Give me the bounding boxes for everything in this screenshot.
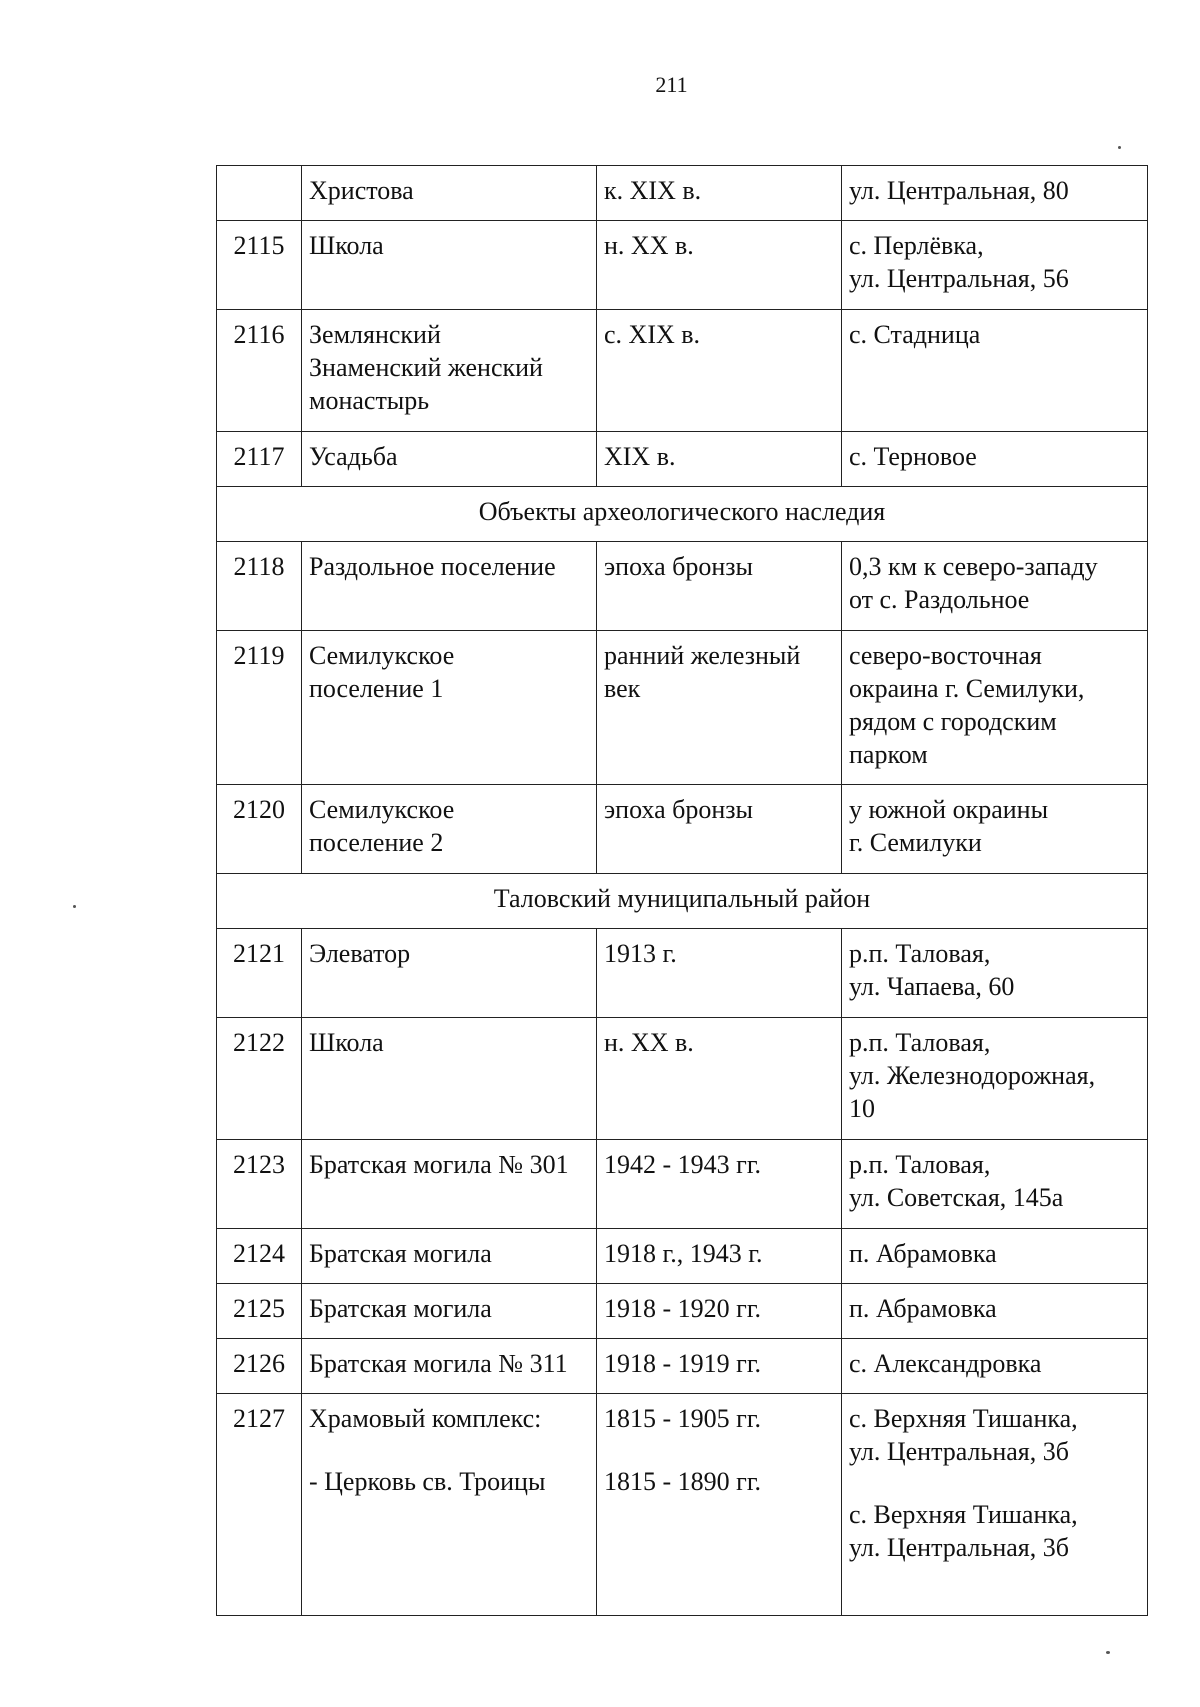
table-row xyxy=(217,1140,1148,1229)
object-name: Раздольное поселение xyxy=(302,542,597,631)
section-row xyxy=(217,874,1148,929)
object-date: 1918 г., 1943 г. xyxy=(597,1229,842,1284)
table-row xyxy=(217,221,1148,310)
object-address-cell xyxy=(842,1394,1148,1616)
row-number xyxy=(217,166,302,221)
object-name-cell xyxy=(302,1394,597,1616)
table-row xyxy=(217,1018,1148,1140)
table-row xyxy=(217,929,1148,1018)
section-row xyxy=(217,487,1148,542)
object-date: н. XX в. xyxy=(597,1018,842,1140)
object-date: эпоха бронзы xyxy=(597,542,842,631)
row-number: 2115 xyxy=(217,221,302,310)
sub-object-date: 1815 - 1890 гг. xyxy=(604,1467,762,1496)
object-date: 1918 - 1920 гг. xyxy=(597,1284,842,1339)
object-date: ранний железный век xyxy=(597,631,842,785)
scan-speck xyxy=(73,905,76,908)
object-address: п. Абрамовка xyxy=(842,1284,1148,1339)
row-number: 2122 xyxy=(217,1018,302,1140)
object-address: р.п. Таловая, ул. Советская, 145а xyxy=(842,1140,1148,1229)
table-row xyxy=(217,310,1148,432)
page-number: 211 xyxy=(655,72,688,97)
row-number: 2123 xyxy=(217,1140,302,1229)
table-row xyxy=(217,1229,1148,1284)
object-date: н. XX в. xyxy=(597,221,842,310)
object-name: Храмовый комплекс: xyxy=(309,1404,542,1433)
row-number: 2121 xyxy=(217,929,302,1018)
object-name: Братская могила xyxy=(302,1229,597,1284)
object-name: Братская могила № 311 xyxy=(302,1339,597,1394)
object-address: р.п. Таловая, ул. Чапаева, 60 xyxy=(842,929,1148,1018)
section-heading: Таловский муниципальный район xyxy=(217,874,1148,929)
object-address: у южной окраины г. Семилуки xyxy=(842,785,1148,874)
object-name: Землянский Знаменский женский монастырь xyxy=(302,310,597,432)
object-date-cell xyxy=(597,1394,842,1616)
sub-object-address: с. Верхняя Тишанка, ул. Центральная, 3б xyxy=(849,1500,1078,1562)
object-date: к. XIX в. xyxy=(597,166,842,221)
object-name: Элеватор xyxy=(302,929,597,1018)
table-row-complex xyxy=(217,1394,1148,1616)
object-date: 1913 г. xyxy=(597,929,842,1018)
object-name: Семилукское поселение 2 xyxy=(302,785,597,874)
object-address: с. Стадница xyxy=(842,310,1148,432)
row-number: 2117 xyxy=(217,432,302,487)
table-body xyxy=(217,166,1148,1616)
object-name: Усадьба xyxy=(302,432,597,487)
object-address: с. Терновое xyxy=(842,432,1148,487)
row-number: 2127 xyxy=(217,1394,302,1616)
object-address: с. Перлёвка, ул. Центральная, 56 xyxy=(842,221,1148,310)
object-name: Братская могила xyxy=(302,1284,597,1339)
row-number: 2125 xyxy=(217,1284,302,1339)
table-row xyxy=(217,432,1148,487)
table-row xyxy=(217,166,1148,221)
object-date: 1942 - 1943 гг. xyxy=(597,1140,842,1229)
table-row xyxy=(217,1284,1148,1339)
table-row xyxy=(217,1339,1148,1394)
object-name: Школа xyxy=(302,221,597,310)
section-heading: Объекты археологического наследия xyxy=(217,487,1148,542)
row-number: 2118 xyxy=(217,542,302,631)
row-number: 2119 xyxy=(217,631,302,785)
row-number: 2126 xyxy=(217,1339,302,1394)
object-date: 1918 - 1919 гг. xyxy=(597,1339,842,1394)
object-name: Христова xyxy=(302,166,597,221)
object-address: 0,3 км к северо-западу от с. Раздольное xyxy=(842,542,1148,631)
sub-object-name: - Церковь св. Троицы xyxy=(309,1467,546,1496)
object-address: п. Абрамовка xyxy=(842,1229,1148,1284)
object-date: 1815 - 1905 гг. xyxy=(604,1404,762,1433)
object-name: Братская могила № 301 xyxy=(302,1140,597,1229)
table-row xyxy=(217,542,1148,631)
object-address: ул. Центральная, 80 xyxy=(842,166,1148,221)
scan-speck xyxy=(1106,1651,1110,1654)
object-address: с. Александровка xyxy=(842,1339,1148,1394)
object-address: северо-восточная окраина г. Семилуки, рядом с городским парком xyxy=(842,631,1148,785)
object-address: р.п. Таловая, ул. Железнодорожная, 10 xyxy=(842,1018,1148,1140)
heritage-registry-table xyxy=(216,165,1148,1616)
object-address: с. Верхняя Тишанка, ул. Центральная, 3б xyxy=(849,1404,1078,1466)
row-number: 2120 xyxy=(217,785,302,874)
row-number: 2116 xyxy=(217,310,302,432)
table-row xyxy=(217,785,1148,874)
table-row xyxy=(217,631,1148,785)
object-name: Семилукское поселение 1 xyxy=(302,631,597,785)
scan-speck xyxy=(1118,146,1121,149)
object-date: эпоха бронзы xyxy=(597,785,842,874)
row-number: 2124 xyxy=(217,1229,302,1284)
object-date: XIX в. xyxy=(597,432,842,487)
object-name: Школа xyxy=(302,1018,597,1140)
object-date: с. XIX в. xyxy=(597,310,842,432)
